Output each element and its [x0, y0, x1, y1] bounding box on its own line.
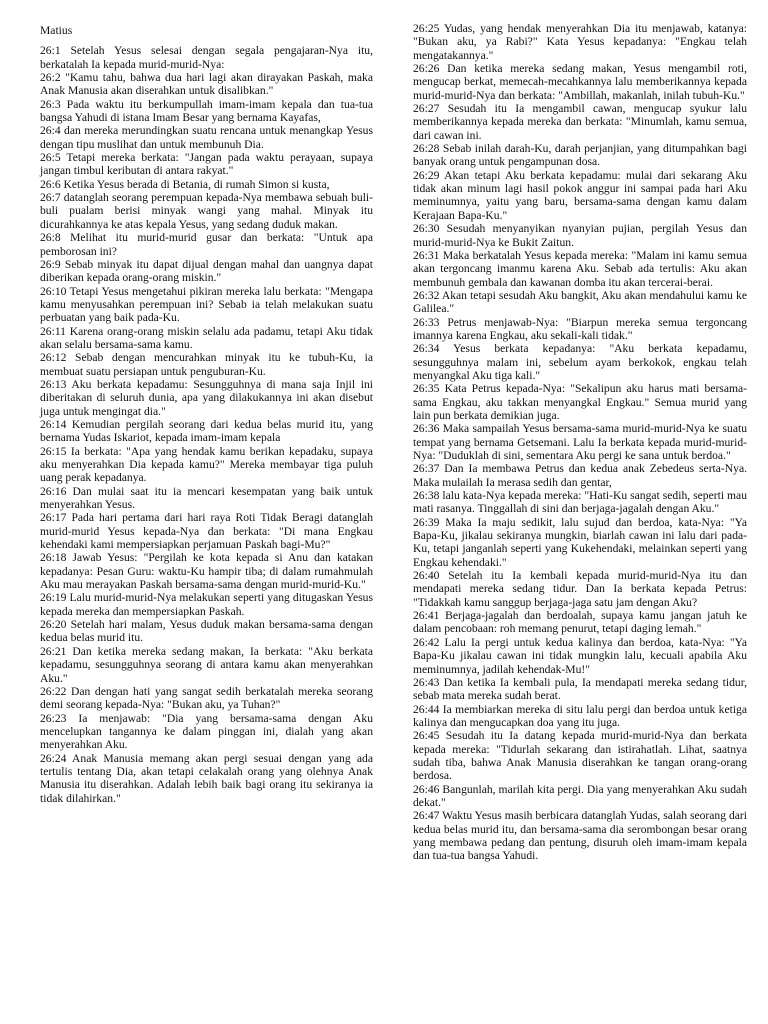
verse-paragraph: 26:29 Akan tetapi Aku berkata kepadamu: mulai dari sekarang Aku tidak akan minum lagi hasil pokok anggur ini sampai pada hari Aku meminumnya, yaitu yang baru, bersama-sama dengan kamu dalam Kerajaan Bapa-Ku." [413, 168, 747, 222]
verse-paragraph: 26:15 Ia berkata: "Apa yang hendak kamu berikan kepadaku, supaya aku menyerahkan Dia kepada kamu?" Mereka membayar tiga puluh uang perak kepadanya. [40, 444, 373, 485]
verse-paragraph: 26:40 Setelah itu Ia kembali kepada murid-murid-Nya itu dan mendapati mereka sedang tidur. Dan Ia berkata kepada Petrus: "Tidakkah kamu sanggup berjaga-jaga satu jam dengan Aku? [413, 569, 747, 609]
verse-paragraph: 26:11 Karena orang-orang miskin selalu ada padamu, tetapi Aku tidak akan selalu bersama-sama kamu. [40, 324, 373, 351]
verse-paragraph: 26:2 "Kamu tahu, bahwa dua hari lagi akan dirayakan Paskah, maka Anak Manusia akan diserahkan untuk disalibkan." [40, 71, 373, 98]
verse-paragraph: 26:38 lalu kata-Nya kepada mereka: "Hati-Ku sangat sedih, seperti mau mati rasanya. Tinggallah di sini dan berjaga-jagalah dengan Aku." [413, 489, 747, 516]
verse-paragraph: 26:12 Sebab dengan mencurahkan minyak itu ke tubuh-Ku, ia membuat suatu persiapan untuk penguburan-Ku. [40, 351, 373, 378]
verse-paragraph: 26:46 Bangunlah, marilah kita pergi. Dia yang menyerahkan Aku sudah dekat." [413, 782, 747, 809]
verse-paragraph: 26:25 Yudas, yang hendak menyerahkan Dia itu menjawab, katanya: "Bukan aku, ya Rabi?" Kata Yesus kepadanya: "Engkau telah mengatakannya." [413, 22, 747, 62]
verse-paragraph: 26:21 Dan ketika mereka sedang makan, Ia berkata: "Aku berkata kepadamu, sesungguhnya seorang di antara kamu akan menyerahkan Aku." [40, 644, 373, 685]
verse-paragraph: 26:43 Dan ketika Ia kembali pula, Ia mendapati mereka sedang tidur, sebab mata mereka sudah berat. [413, 675, 747, 703]
verse-paragraph: 26:23 Ia menjawab: "Dia yang bersama-sama dengan Aku mencelupkan tangannya ke dalam pinggan ini, dialah yang akan menyerahkan Aku. [40, 711, 373, 752]
verse-paragraph: 26:4 dan mereka merundingkan suatu rencana untuk menangkap Yesus dengan tipu muslihat dan untuk membunuh Dia. [40, 124, 373, 151]
verse-paragraph: 26:26 Dan ketika mereka sedang makan, Yesus mengambil roti, mengucap berkat, memecah-mecahkannya lalu memberikannya kepada murid-murid-Nya dan berkata: "Ambillah, makanlah, inilah tubuh-Ku." [413, 62, 747, 102]
verse-paragraph: 26:24 Anak Manusia memang akan pergi sesuai dengan yang ada tertulis tentang Dia, akan tetapi celakalah orang yang olehnya Anak Manusia itu diserahkan. Adalah lebih baik bagi orang itu sekiranya ia tidak dilahirkan." [40, 751, 373, 805]
verse-paragraph: 26:35 Kata Petrus kepada-Nya: "Sekalipun aku harus mati bersama-sama Engkau, aku takkan menyangkal Engkau." Semua murid yang lain pun berkata demikian juga. [413, 382, 747, 422]
verse-paragraph: 26:42 Lalu Ia pergi untuk kedua kalinya dan berdoa, kata-Nya: "Ya Bapa-Ku jikalau cawan ini tidak mungkin lalu, kecuali apabila Aku meminumnya, jadilah kehendak-Mu!" [413, 635, 747, 676]
left-verse-list [40, 44, 373, 805]
verse-paragraph: 26:34 Yesus berkata kepadanya: "Aku berkata kepadamu, sesungguhnya malam ini, sebelum ayam berkokok, engkau telah menyangkal Aku tiga kali." [413, 342, 747, 382]
verse-paragraph: 26:27 Sesudah itu Ia mengambil cawan, mengucap syukur lalu memberikannya kepada mereka dan berkata: "Minumlah, kamu semua, dari cawan ini. [413, 102, 747, 142]
verse-paragraph: 26:31 Maka berkatalah Yesus kepada mereka: "Malam ini kamu semua akan tergoncang imanmu karena Aku. Sebab ada tertulis: Aku akan membunuh gembala dan kawanan domba itu akan tercerai-berai. [413, 248, 747, 289]
book-title: Matius [40, 24, 73, 37]
right-verse-list [413, 22, 747, 863]
verse-paragraph: 26:6 Ketika Yesus berada di Betania, di rumah Simon si kusta, [40, 177, 330, 191]
verse-paragraph: 26:7 datanglah seorang perempuan kepada-Nya membawa sebuah buli-buli pualam berisi minyak wangi yang mahal. Minyak itu dicurahkannya ke atas kepala Yesus, yang sedang duduk makan. [40, 191, 373, 231]
verse-paragraph: 26:16 Dan mulai saat itu ia mencari kesempatan yang baik untuk menyerahkan Yesus. [40, 484, 373, 512]
verse-paragraph: 26:14 Kemudian pergilah seorang dari kedua belas murid itu, yang bernama Yudas Iskariot, kepada imam-imam kepala [40, 417, 373, 445]
verse-paragraph: 26:3 Pada waktu itu berkumpullah imam-imam kepala dan tua-tua bangsa Yahudi di istana Imam Besar yang bernama Kayafas, [40, 97, 373, 125]
verse-paragraph: 26:30 Sesudah menyanyikan nyanyian pujian, pergilah Yesus dan murid-murid-Nya ke Bukit Zaitun. [413, 222, 747, 249]
verse-paragraph: 26:5 Tetapi mereka berkata: "Jangan pada waktu perayaan, supaya jangan timbul keributan di antara rakyat." [40, 151, 373, 178]
verse-paragraph: 26:22 Dan dengan hati yang sangat sedih berkatalah mereka seorang demi seorang kepada-Nya: "Bukan aku, ya Tuhan?" [40, 684, 373, 712]
verse-paragraph: 26:1 Setelah Yesus selesai dengan segala pengajaran-Nya itu, berkatalah Ia kepada murid-murid-Nya: [40, 44, 373, 71]
verse-paragraph: 26:45 Sesudah itu Ia datang kepada murid-murid-Nya dan berkata kepada mereka: "Tidurlah sekarang dan istirahatlah. Lihat, saatnya sudah tiba, bahwa Anak Manusia diserahkan ke tangan orang-orang berdosa. [413, 729, 747, 783]
verse-paragraph: 26:9 Sebab minyak itu dapat dijual dengan mahal dan uangnya dapat diberikan kepada orang-orang miskin." [40, 257, 373, 285]
verse-paragraph: 26:10 Tetapi Yesus mengetahui pikiran mereka lalu berkata: "Mengapa kamu menyusahkan perempuan ini? Sebab ia telah melakukan suatu perbuatan yang baik pada-Ku. [40, 284, 373, 325]
verse-paragraph: 26:47 Waktu Yesus masih berbicara datanglah Yudas, salah seorang dari kedua belas murid itu, dan bersama-sama dia serombongan besar orang yang membawa pedang dan pentung, disuruh oleh imam-imam kepala dan tua-tua bangsa Yahudi. [413, 809, 747, 863]
verse-paragraph: 26:8 Melihat itu murid-murid gusar dan berkata: "Untuk apa pemborosan ini? [40, 231, 373, 258]
verse-paragraph: 26:17 Pada hari pertama dari hari raya Roti Tidak Beragi datanglah murid-murid Yesus kepada-Nya dan berkata: "Di mana Engkau kehendaki kami mempersiapkan perjamuan Paskah bagi-Mu?" [40, 511, 373, 552]
verse-paragraph: 26:18 Jawab Yesus: "Pergilah ke kota kepada si Anu dan katakan kepadanya: Pesan Guru: waktu-Ku hampir tiba; di dalam rumahmulah Aku mau merayakan Paskah bersama-sama dengan murid-murid-Ku." [40, 551, 373, 592]
verse-paragraph: 26:19 Lalu murid-murid-Nya melakukan seperti yang ditugaskan Yesus kepada mereka dan mempersiapkan Paskah. [40, 591, 373, 618]
verse-paragraph: 26:32 Akan tetapi sesudah Aku bangkit, Aku akan mendahului kamu ke Galilea." [413, 288, 747, 316]
verse-paragraph: 26:33 Petrus menjawab-Nya: "Biarpun mereka semua tergoncang imannya karena Engkau, aku sekali-kali tidak." [413, 315, 747, 342]
left-column [40, 22, 373, 805]
verse-paragraph: 26:28 Sebab inilah darah-Ku, darah perjanjian, yang ditumpahkan bagi banyak orang untuk pengampunan dosa. [413, 142, 747, 169]
verse-paragraph: 26:20 Setelah hari malam, Yesus duduk makan bersama-sama dengan kedua belas murid itu. [40, 618, 373, 645]
verse-paragraph: 26:37 Dan Ia membawa Petrus dan kedua anak Zebedeus serta-Nya. Maka mulailah Ia merasa sedih dan gentar, [413, 462, 747, 489]
verse-paragraph: 26:44 Ia membiarkan mereka di situ lalu pergi dan berdoa untuk ketiga kalinya dan mengucapkan doa yang itu juga. [413, 702, 747, 729]
verse-paragraph: 26:13 Aku berkata kepadamu: Sesungguhnya di mana saja Injil ini diberitakan di seluruh dunia, apa yang dilakukannya ini akan disebut juga untuk mengingat dia." [40, 377, 373, 418]
verse-paragraph: 26:39 Maka Ia maju sedikit, lalu sujud dan berdoa, kata-Nya: "Ya Bapa-Ku, jikalau sekiranya mungkin, biarlah cawan ini lalu dari pada-Ku, tetapi janganlah seperti yang Kukehendaki, melainkan seperti yang Engkau kehendaki." [413, 515, 747, 569]
verse-paragraph: 26:41 Berjaga-jagalah dan berdoalah, supaya kamu jangan jatuh ke dalam pencobaan: roh memang penurut, tetapi daging lemah." [413, 609, 747, 636]
right-column [413, 22, 747, 863]
verse-paragraph: 26:36 Maka sampailah Yesus bersama-sama murid-murid-Nya ke suatu tempat yang bernama Getsemani. Lalu Ia berkata kepada murid-murid-Nya: "Duduklah di sini, sementara Aku pergi ke sana untuk berdoa." [413, 422, 747, 462]
